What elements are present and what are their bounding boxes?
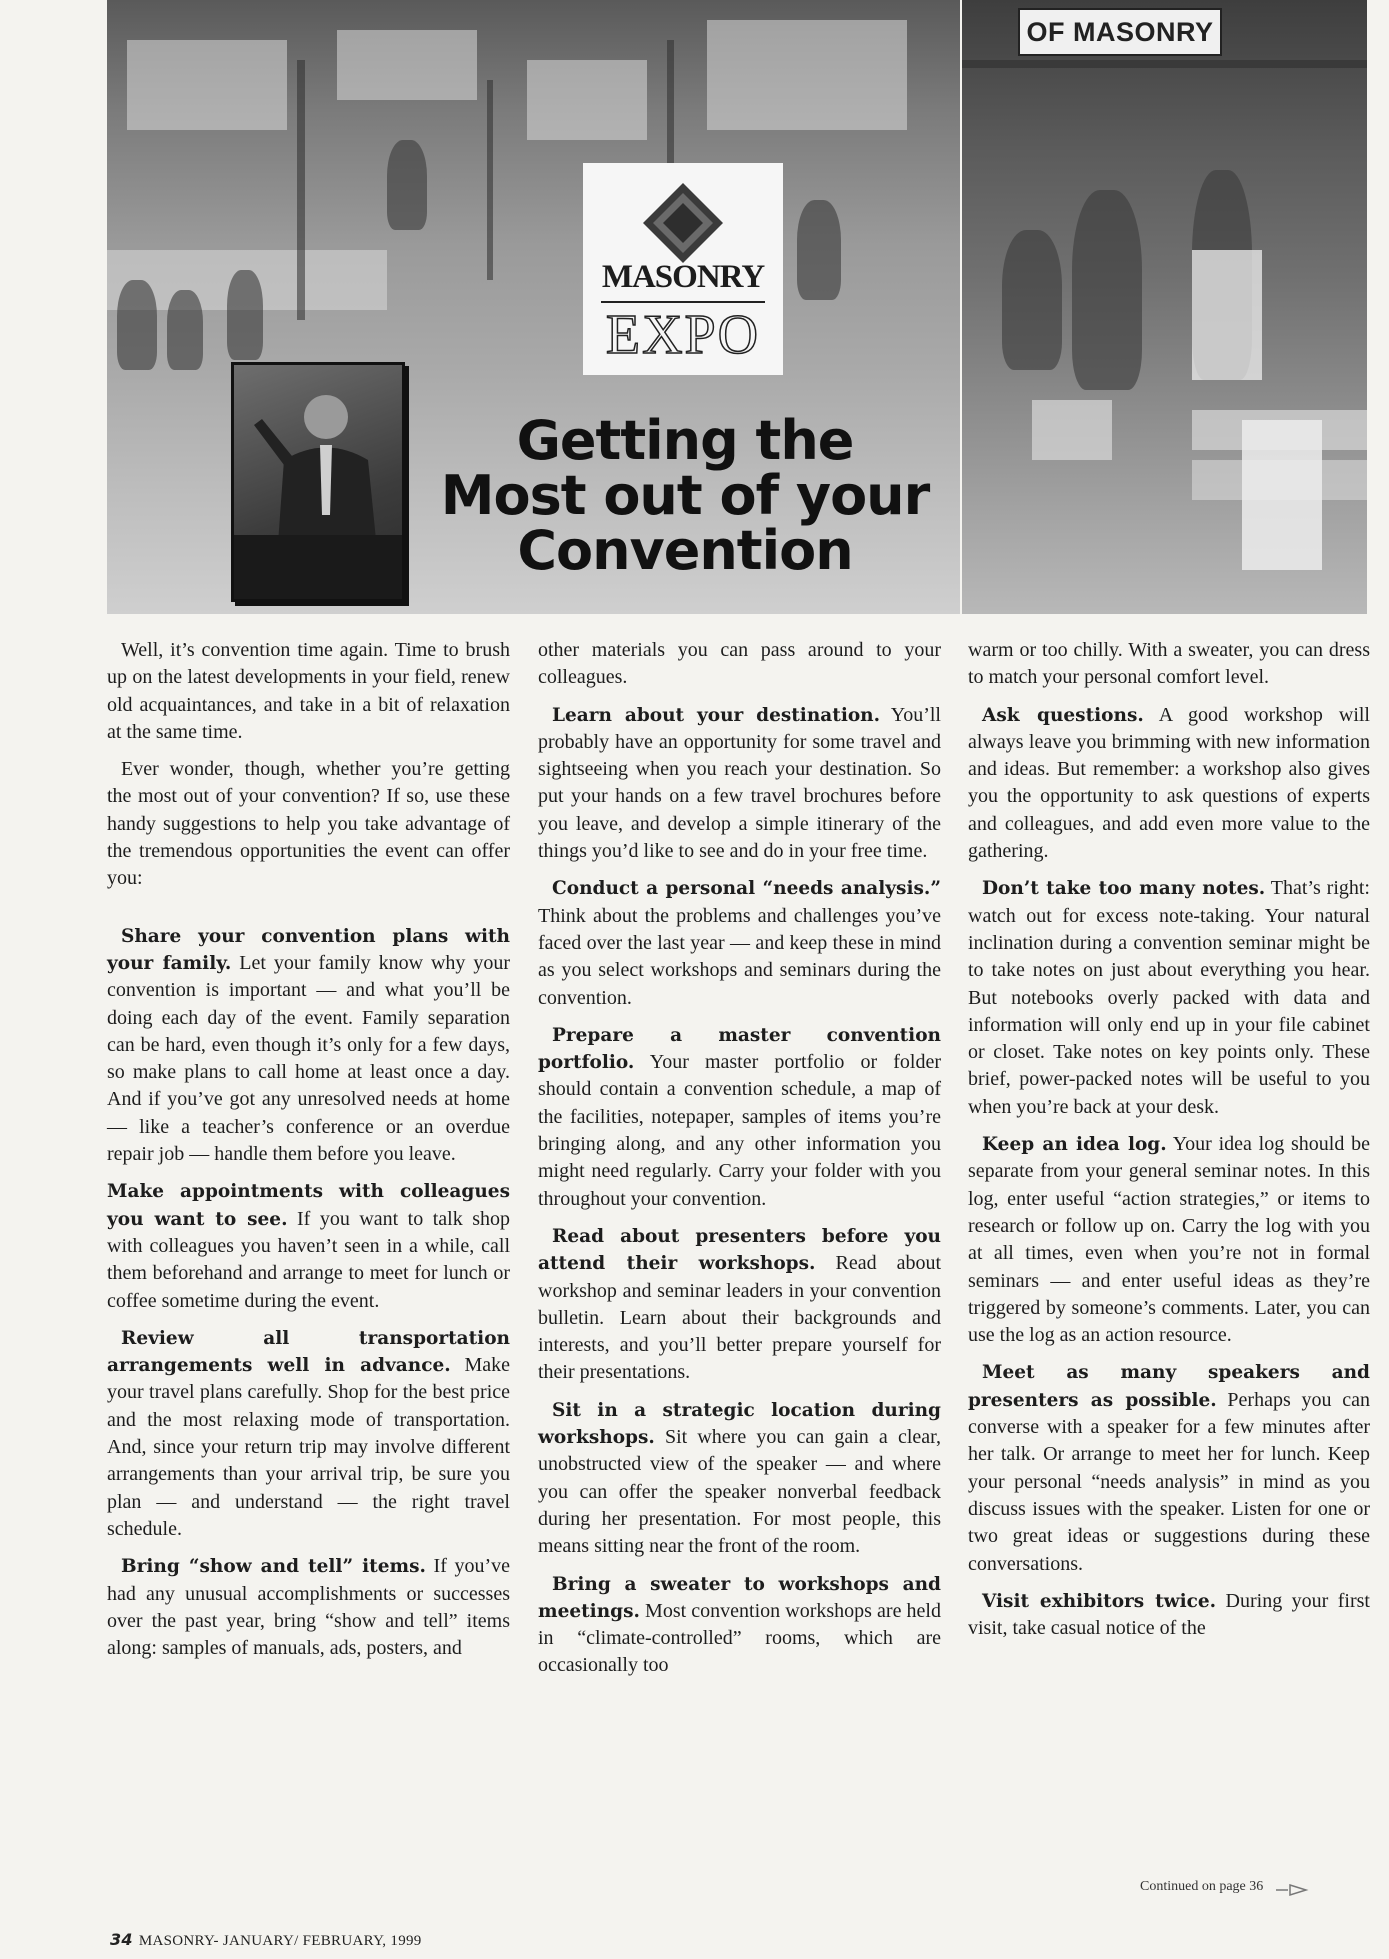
article-column-2 xyxy=(538,637,941,1690)
tip-paragraph xyxy=(538,1223,941,1387)
article-headline xyxy=(405,409,965,582)
article-column-3 xyxy=(968,637,1370,1652)
tip-body: That’s right: watch out for excess note-taking. Your natural inclination during a convention seminar might be to take notes on just about everything you hear. But notebooks overly packed with data and information will only end up in your file cabinet or closet. Take notes on key points only. These brief, power-packed notes will be useful to you when you’re back at your desk. xyxy=(968,877,1370,1118)
speaker-photo xyxy=(231,362,405,602)
article-column-1 xyxy=(107,637,510,1672)
tip-paragraph xyxy=(107,923,510,1169)
tip-body: Let your family know why your convention is important — and what you’ll be doing each day of the event. Family separation can be hard, even though it’s only for a few days, so make plans to call home at least once a day. And if you’ve got any unresolved needs at home — like a teacher’s conference or an overdue repair job — handle them before you leave. xyxy=(107,951,510,1166)
tip-body: You’ll probably have an opportunity for some travel and sightseeing when you reach your destination. So put your hands on a few travel brochures before you leave, and develop a simple itinerary of the things you’d like to see and do in your free time. xyxy=(538,703,941,863)
tip-body: Your master portfolio or folder should contain a convention schedule, a map of the facilities, notepaper, samples of items you’re bringing along, and any other information you might need regularly. Carry your folder with you throughout your convention. xyxy=(538,1051,941,1210)
tip-body: If you want to talk shop with colleagues you haven’t seen in a while, call them beforehand and arrange to meet for lunch or coffee sometime during the event. xyxy=(107,1207,510,1312)
logo-word-expo: EXPO xyxy=(605,304,761,366)
tip-paragraph xyxy=(107,1178,510,1314)
logo-word-masonry: MASONRY xyxy=(601,259,765,295)
tip-paragraph xyxy=(538,637,941,692)
speaker-silhouette-icon xyxy=(234,365,402,599)
tip-paragraph xyxy=(968,1131,1370,1349)
masonry-demonstration-photo xyxy=(962,0,1367,614)
tip-body: other materials you can pass around to your colleagues. xyxy=(538,639,941,689)
tip-body: Sit where you can gain a clear, unobstructed view of the speaker — and where you can offer the speaker nonverbal feedback during her presentation. For most people, this means sitting near the front of the room. xyxy=(538,1426,941,1558)
tip-body: Your idea log should be separate from your general seminar notes. In this log, enter useful “action strategies,” or items to research or follow up on. Carry the log with you at all times, even when you’re not in formal seminars — and enter useful ideas as they’re triggered by someone’s comments. Later, you can use the log as an action resource. xyxy=(968,1133,1370,1347)
intro-paragraph-2: Ever wonder, though, whether you’re getting the most out of your convention? If so, use these handy suggestions to help you take advantage of the tremendous opportunities the event can offer you: xyxy=(107,758,510,890)
tip-heading: Make appointments with colleagues you want to see. xyxy=(107,1181,510,1230)
tip-heading: Review all transportation arrangements well in advance. xyxy=(107,1327,510,1377)
masonry-expo-logo xyxy=(583,163,783,375)
tip-body: During your first visit, take casual notice of the xyxy=(968,1589,1370,1640)
tip-body: Perhaps you can converse with a speaker for a few minutes after her talk. Or arrange to meet her for lunch. Keep your personal “needs analysis” in mind as you discuss issues with the speaker. Listen for one or two great ideas or suggestions during these conversations. xyxy=(968,1388,1370,1575)
page-footer xyxy=(110,1930,422,1950)
issue-line: MASONRY- JANUARY/ FEBRUARY, 1999 xyxy=(138,1933,422,1949)
tip-heading: Ask questions. xyxy=(982,704,1144,726)
tip-heading: Bring “show and tell” items. xyxy=(121,1556,426,1578)
tip-heading: Sit in a strategic location during workshops. xyxy=(538,1399,941,1449)
tip-heading: Keep an idea log. xyxy=(982,1134,1167,1156)
intro-paragraph-1: Well, it’s convention time again. Time to brush up on the latest developments in your field, renew old acquaintances, and take in a bit of relaxation at the same time. xyxy=(107,639,510,743)
tip-paragraph xyxy=(538,875,941,1011)
headline-line-3: Convention xyxy=(517,519,853,582)
tip-body: A good workshop will always leave you brimming with new information and ideas. But remember: a workshop also gives you the opportunity to ask questions of experts and colleagues, and add even more value to the gathering. xyxy=(968,703,1370,863)
tip-heading: Share your convention plans with your family. xyxy=(107,925,510,974)
tip-paragraph xyxy=(968,1359,1370,1577)
tip-paragraph xyxy=(968,875,1370,1121)
page-number: 34 xyxy=(110,1930,133,1949)
tip-paragraph xyxy=(968,637,1370,692)
tip-paragraph xyxy=(968,1588,1370,1643)
tip-paragraph xyxy=(538,702,941,866)
headline-line-2: Most out of your xyxy=(440,464,930,527)
tip-body: If you’ve had any unusual accomplishments or successes over the past year, bring “show and tell” items along: samples of manuals, ads, posters, and xyxy=(107,1555,510,1660)
tip-paragraph xyxy=(538,1571,941,1680)
tip-heading: Don’t take too many notes. xyxy=(982,878,1266,900)
tip-paragraph xyxy=(968,702,1370,866)
continued-note: Continued on page 36 xyxy=(1140,1879,1264,1894)
tip-heading: Meet as many speakers and presenters as possible. xyxy=(968,1362,1370,1411)
tip-heading: Visit exhibitors twice. xyxy=(982,1590,1217,1612)
tip-heading: Conduct a personal “needs analysis.” xyxy=(552,878,941,900)
tip-heading: Learn about your destination. xyxy=(552,704,881,726)
tip-paragraph xyxy=(538,1397,941,1561)
diamond-logo-icon xyxy=(641,181,725,265)
tip-paragraph xyxy=(538,1022,941,1213)
tip-body: Make your travel plans carefully. Shop for the best price and the most relaxing mode of transportation. And, since your return trip may involve different arrangements than your arrival trip, be sure you plan — and understand — the right travel schedule. xyxy=(107,1354,510,1540)
tip-body: Think about the problems and challenges you’ve faced over the last year — and keep these in mind as you select workshops and seminars during the convention. xyxy=(538,904,941,1009)
tip-heading: Prepare a master convention portfolio. xyxy=(538,1024,941,1074)
tip-paragraph xyxy=(107,1553,510,1662)
banner-sign: OF MASONRY xyxy=(1018,8,1222,56)
tip-heading: Bring a sweater to workshops and meetings. xyxy=(538,1573,941,1622)
tip-body: warm or too chilly. With a sweater, you can dress to match your personal comfort level. xyxy=(968,639,1370,689)
tip-body: Read about workshop and seminar leaders in your convention bulletin. Learn about their backgrounds and interests, and you’ll better prepare yourself for their presentations. xyxy=(538,1252,942,1384)
tip-paragraph xyxy=(107,1325,510,1543)
continue-arrow-icon xyxy=(1276,1883,1310,1897)
headline-line-1: Getting the xyxy=(516,409,854,472)
tip-heading: Read about presenters before you attend their workshops. xyxy=(538,1225,941,1275)
tip-body: Most convention workshops are held in “climate-controlled” rooms, which are occasionally too xyxy=(538,1599,941,1677)
